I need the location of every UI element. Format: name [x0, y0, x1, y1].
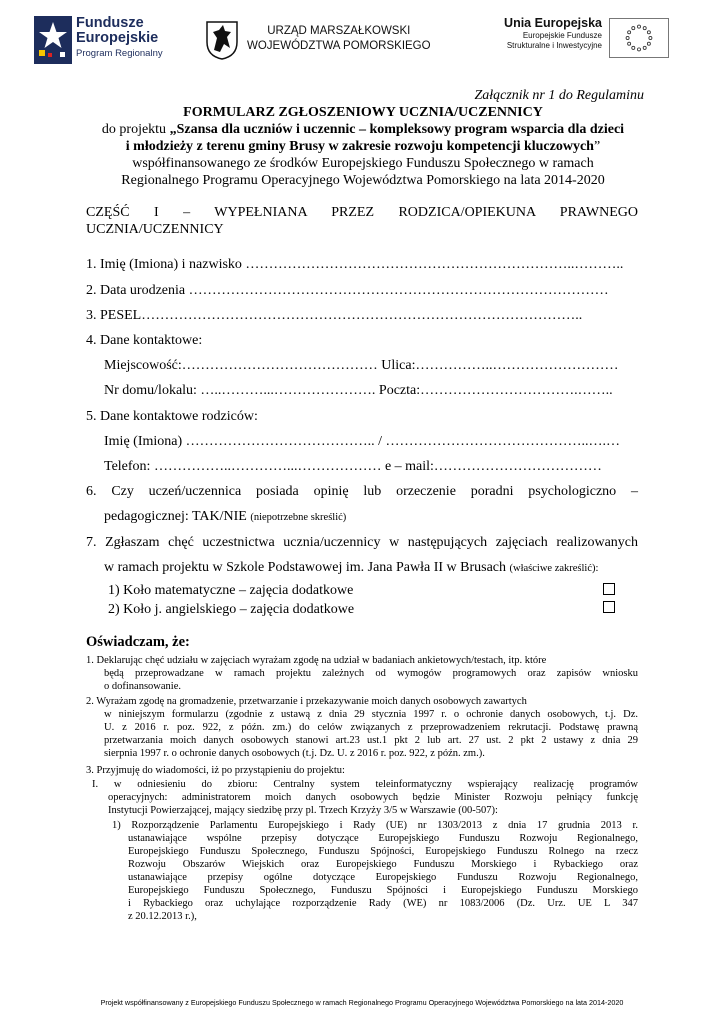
opinion-note: (niepotrzebne skreślić) [250, 512, 347, 523]
project-name-close: ” [593, 139, 601, 154]
decl3-i1-l7: i Rybackiego oraz uchylające rozporządzenie Rady (WE) nr 1083/2006 (Dz. Urz. UE L 347 [128, 898, 638, 909]
field-house-post[interactable]: Nr domu/lokalu: …..………...…………………. Poczta:…………………………….…….. [104, 383, 613, 398]
annex-label: Załącznik nr 1 do Regulaminu [474, 88, 644, 103]
fe-line2: Europejskie [76, 30, 159, 47]
um-line2: WOJEWÓDZTWA POMORSKIEGO [247, 39, 431, 52]
project-prefix: do projektu [101, 122, 170, 137]
classes-school: w ramach projektu w Szkole Podstawowej im. Jana Pawła II w Brusach [104, 560, 507, 575]
field-name[interactable]: 1. Imię (Imiona) i nazwisko ……………………………………………………………..……….. [86, 257, 624, 272]
decl3-i1-l5: ustanawiające przepisy ogólne dotyczące Europejskiego Funduszu Rozwoju Regionalnego, [128, 872, 638, 883]
decl2-l5: sierpnia 1997 r. o ochronie danych osobowych (t.j. Dz. U. z 2016 r. poz. 922, z późn. zm.). [104, 748, 485, 759]
decl3-i1-l2: ustanawiające wspólne przepisy dotyczące Europejskiego Funduszu Rozwoju Regionalnego, [128, 833, 638, 844]
decl3-l1: 3. Przyjmuję do wiadomości, iż po przystąpieniu do projektu: [86, 765, 345, 776]
decl3-i1-l8: z 20.12.2013 r.), [128, 911, 197, 922]
decl3-i1-l3: Europejskiego Funduszu Społecznego, Funduszu Spójności, Europejskiego Funduszu Rolnego na rzecz [128, 846, 638, 857]
decl3-i-l3: Instytucji Powierzającej, mający siedzibę przy pl. Trzech Krzyży 3/5 w Warszawie (00-507): [108, 805, 498, 816]
field-city-street[interactable]: Miejscowość:…………………………………… Ulica:……………..……………………… [104, 358, 619, 373]
um-line1: URZĄD MARSZAŁKOWSKI [267, 25, 411, 37]
form-title: FORMULARZ ZGŁOSZENIOWY UCZNIA/UCZENNICY [183, 105, 543, 120]
decl2-l3: U. z 2016 r. poz. 922, z późn. zm.) do celów związanych z przeprowadzeniem rekrutacji. Podstawę prawną [104, 722, 638, 733]
declaration-heading: Oświadczam, że: [86, 634, 190, 650]
field-opinion-l2[interactable] [104, 508, 346, 526]
fundusze-europejskie-logo [34, 14, 184, 66]
ue-line2: Europejskie Fundusze [522, 31, 602, 40]
unia-europejska-logo [488, 14, 688, 66]
field-classes-l1: 7. Zgłaszam chęć uczestnictwa ucznia/uczennicy w następujących zajęciach realizowanych [86, 535, 638, 550]
option-english: 2) Koło j. angielskiego – zajęcia dodatkowe [108, 602, 355, 617]
field-parents-names[interactable]: Imię (Imiona) ………………………………….. / ……………………………………..….… [104, 434, 621, 449]
project-line1 [40, 121, 686, 138]
decl3-i1-l1: 1) Rozporządzenie Parlamentu Europejskiego i Rady (UE) nr 1303/2013 z dnia 17 grudnia 2013 r. [112, 820, 638, 831]
project-name-l2: i młodzieży z terenu gminy Brusy w zakresie rozwoju kompetencji kluczowych [125, 139, 594, 154]
decl3-i1-l4: Rozwoju Obszarów Wiejskich oraz Europejskiego Funduszu Morskiego i Rybackiego oraz [128, 859, 638, 870]
field-opinion-l1: 6. Czy uczeń/uczennica posiada opinię lub orzeczenie poradni psychologiczno – [86, 484, 638, 499]
decl2-l1: 2. Wyrażam zgodę na gromadzenie, przetwarzanie i przekazywanie moich danych osobowych zawartych [86, 696, 527, 707]
field-parents-label: 5. Dane kontaktowe rodziców: [86, 409, 258, 424]
decl3-i1-l6: Europejskiego Funduszu Społecznego, Funduszu Spójności i Europejskiego Funduszu Morskiego [128, 885, 638, 896]
option-math: 1) Koło matematyczne – zajęcia dodatkowe [108, 583, 354, 598]
cofund-line2: Regionalnego Programu Operacyjnego Województwa Pomorskiego na lata 2014-2020 [121, 173, 605, 188]
field-classes-l2 [104, 559, 598, 577]
math-checkbox[interactable] [603, 583, 615, 595]
ue-line1: Unia Europejska [504, 16, 602, 30]
fe-star-icon [34, 16, 72, 64]
opinion-tak-nie[interactable]: pedagogicznej: TAK/NIE [104, 509, 247, 524]
ue-line3: Strukturalne i Inwestycyjne [506, 40, 602, 50]
decl2-l4: przetwarzania moich danych osobowych stanowi art.23 ust.1 pkt 2 lub art. 27 ust. 2 pkt 2 ustawy z dnia 29 [104, 735, 638, 746]
classes-note: (właściwe zakreślić): [509, 563, 599, 574]
decl3-i-l1: I. w odniesieniu do zbioru: Centralny system teleinformatyczny wspierający realizację programów [92, 779, 638, 790]
project-line2 [40, 138, 686, 155]
decl1-l3: o dofinansowanie. [104, 681, 181, 692]
page-footer: Projekt współfinansowany z Europejskiego Funduszu Społecznego w ramach Regionalnego Programu Operacyjnego Województwa Pomorskiego na lata 2014-2020 [100, 998, 624, 1007]
part-heading-l1: CZĘŚĆ I – WYPEŁNIANA PRZEZ RODZICA/OPIEKUNA PRAWNEGO [86, 205, 638, 220]
field-contact-label: 4. Dane kontaktowe: [86, 333, 203, 348]
griffin-coat-of-arms-icon [205, 20, 239, 60]
decl2-l2: w niniejszym formularzu (zgodnie z ustawą z dnia 29 stycznia 1997 r. o ochronie danych osobowych, t.j. Dz. [104, 709, 638, 720]
english-checkbox[interactable] [603, 601, 615, 613]
decl3-i-l2: operacyjnych: administratorem moich danych osobowych będzie Minister Rozwoju pełniący funkcję [108, 792, 638, 803]
project-name-l1: „Szansa dla uczniów i uczennic – kompleksowy program wsparcia dla dzieci [169, 122, 625, 137]
fe-line3: Program Regionalny [76, 48, 163, 60]
cofund-line1: współfinansowanego ze środków Europejskiego Funduszu Społecznego w ramach [132, 156, 594, 171]
decl1-l1: 1. Deklarując chęć udziału w zajęciach wyrażam zgodę na udział w badaniach ankietowych/testach, itp. które [86, 655, 547, 666]
urzad-marszalkowski-logo [205, 18, 435, 64]
decl1-l2: będą przeprowadzane w ramach projektu zależnych od wymogów programowych oraz zapisów wniosku [104, 668, 638, 679]
field-birth-date[interactable]: 2. Data urodzenia ……………………………………………………………………………… [86, 283, 609, 298]
eu-flag-icon [609, 18, 669, 58]
field-phone-email[interactable]: Telefon: ……………..…………...……………… e – mail:……………………………… [104, 459, 602, 474]
fe-line1: Fundusze [76, 15, 144, 31]
part-heading-l2: UCZNIA/UCZENNICY [86, 222, 224, 237]
field-pesel[interactable]: 3. PESEL………………………………………………………………………………….. [86, 308, 583, 323]
